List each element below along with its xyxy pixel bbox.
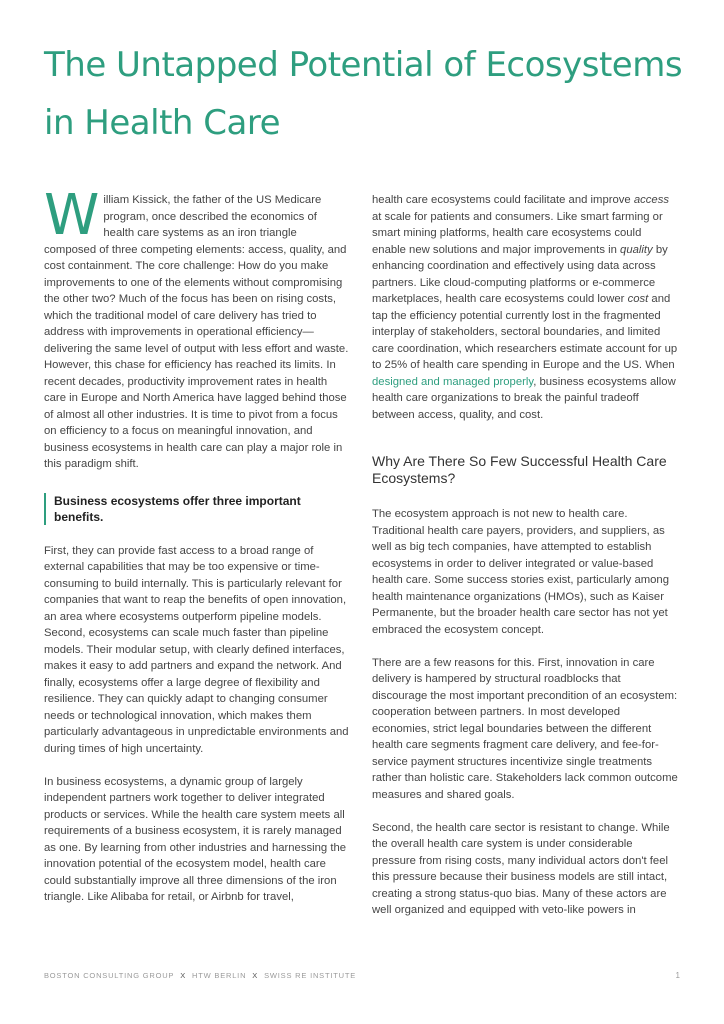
emphasis-access: access xyxy=(633,194,670,206)
text-segment: at scale for patients and consumers. Like smart farming or smart mining platforms, health care ecosystems could enable new solutions and major improvements in xyxy=(372,210,663,256)
page-number: 1 xyxy=(675,971,680,980)
right-column xyxy=(372,192,678,919)
paragraph-iron-triangle xyxy=(372,192,678,423)
footer-org-bcg: BOSTON CONSULTING GROUP xyxy=(44,971,175,980)
text-segment: and tap the efficiency potential currently lost in the fragmented interplay of stakeholders, sectoral boundaries, and limited care coordination, which researchers estimate account for up to 25% of health care spending in Europe and the US. When xyxy=(372,293,678,371)
footer-separator: X xyxy=(252,971,259,980)
paragraph-resistance: Second, the health care sector is resistant to change. While the overall health care system is under considerable pressure from rising costs, many individual actors don't feel this pressure because their business models are still intact, creating a strong status-quo bias. Many of these actors are well organized and equipped with veto-like powers in xyxy=(372,821,670,916)
callout-benefits: Business ecosystems offer three important benefits. xyxy=(44,493,350,525)
paragraph-reasons: There are a few reasons for this. First, innovation in care delivery is hampered by structural roadblocks that discourage the most important precondition of an ecosystem: cooperation between partners. In most developed economies, strict legal boundaries between the different health care segments fragment care delivery, and fee-for-service payment structures incentivize single treatments rather than holistic care. Stakeholders lack common outcome measures and shared goals. xyxy=(372,656,678,801)
text-segment: health care ecosystems could facilitate and improve xyxy=(372,194,634,206)
text-segment: , business ecosystems allow health care organizations to break the painful tradeoff between access, quality, and cost. xyxy=(372,375,676,421)
page-title: The Untapped Potential of Ecosystems in Health Care xyxy=(44,45,683,143)
drop-cap: W xyxy=(44,183,100,248)
footer-org-htw: HTW BERLIN xyxy=(192,971,247,980)
intro-paragraph xyxy=(44,183,350,473)
footer xyxy=(44,971,356,980)
text-segment: by enhancing coordination and effectively using data across partners. Like cloud-computing platforms or e-commerce marketplaces, health care ecosystems could lower xyxy=(372,243,668,305)
intro-text: illiam Kissick, the father of the US Medicare program, once described the economics of health care systems as an iron triangle composed of three competing elements: access, quality, and cost containment. The core challenge: How do you make improvements to one of the elements without compromising the other two? Much of the focus has been on rising costs, which the traditional model of care delivery has tried to address with improvements in operational efficiency—delivering the same level of output with less effort and waste. However, this chase for efficiency has reached its limits. In recent decades, productivity improvement rates in health care in Europe and North America have lagged behind those of almost all other industries. It is time to pivot from a focus on efficiency to a focus on meaningful innovation, and business ecosystems in health care can play a major role in this paradigm shift. xyxy=(44,194,349,470)
footer-org-swissre: SWISS RE INSTITUTE xyxy=(264,971,357,980)
footer-separator: X xyxy=(180,971,187,980)
paragraph-ecosystems: In business ecosystems, a dynamic group of largely independent partners work together to deliver integrated products or services. While the health care system meets all requirements of a business ecosystem, it is rarely managed as one. By learning from other industries and harnessing the innovation potential of the ecosystem model, health care could substantially improve all three dimensions of the iron triangle. Like Alibaba for retail, or Airbnb for travel, xyxy=(44,775,347,903)
emphasis-quality: quality xyxy=(620,243,653,256)
paragraph-approach: The ecosystem approach is not new to health care. Traditional health care payers, providers, and suppliers, as well as big tech companies, have attempted to establish ecosystems in order to deliver integrated or value-based health care. Some success stories exist, particularly among health maintenance organizations (HMOs), such as Kaiser Permanente, but the broader health care sector has not yet embraced the ecosystem concept. xyxy=(372,508,669,636)
designed-managed-link[interactable]: designed and managed properly xyxy=(372,375,534,388)
paragraph-benefits: First, they can provide fast access to a broad range of external capabilities that may be too expensive or time-consuming to build internally. This is particularly relevant for companies that want to reap the benefits of open innovation, an area where ecosystems outperform pipeline models. Second, ecosystems can scale much faster than pipeline models. Their modular setup, with clearly defined interfaces, makes it easy to add partners and expand the network. And finally, ecosystems offer a large degree of flexibility and resilience. They can quickly adapt to changing consumer needs or technological innovation, which makes them particularly advantageous in unpredictable environments and during times of high uncertainty. xyxy=(44,544,349,755)
emphasis-cost: cost xyxy=(627,293,649,305)
section-heading: Why Are There So Few Successful Health Care Ecosystems? xyxy=(372,453,667,486)
left-column xyxy=(44,183,350,906)
